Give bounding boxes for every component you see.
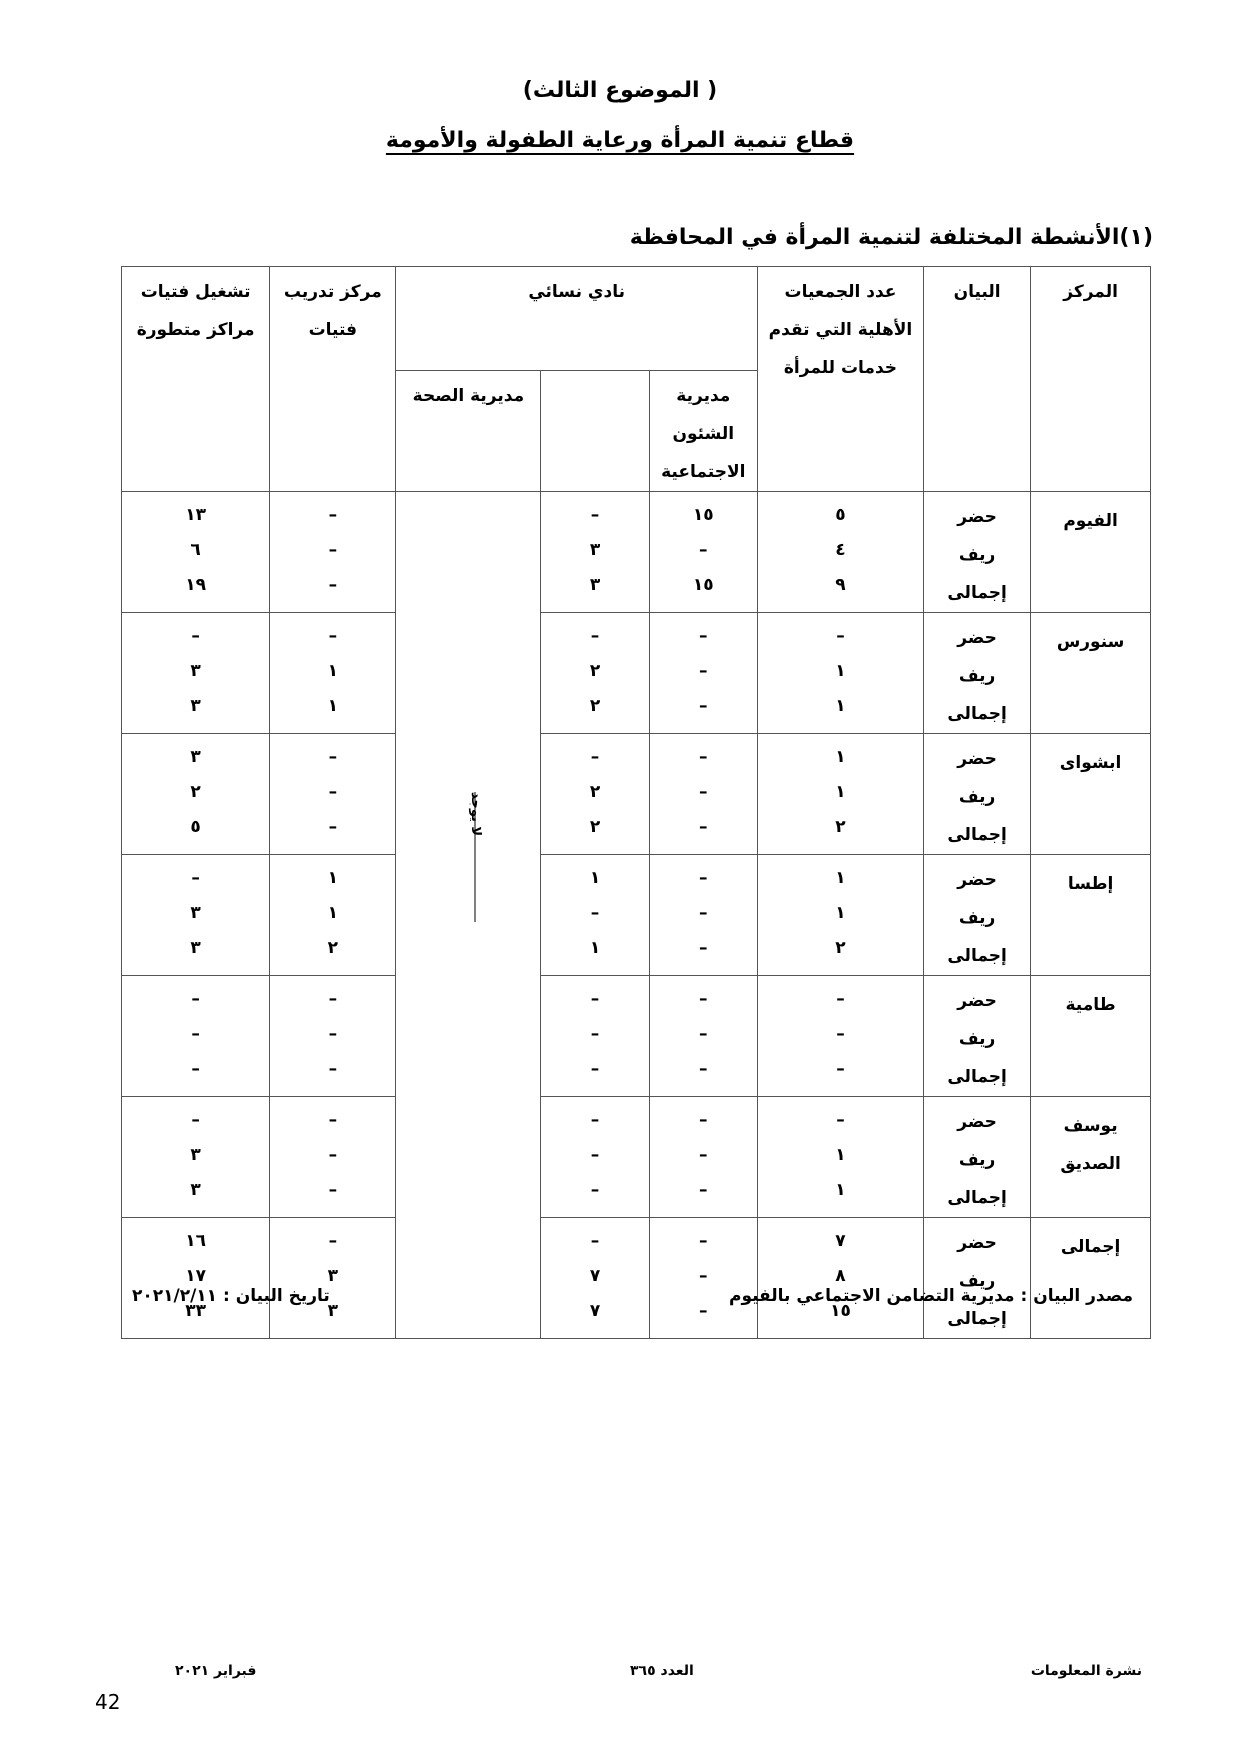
value: ٢ bbox=[589, 661, 601, 681]
value: ريف bbox=[958, 666, 996, 686]
row-kind-cell bbox=[923, 492, 1030, 613]
health-cell bbox=[396, 492, 541, 1339]
associations-cell bbox=[757, 1218, 923, 1339]
value: ٢ bbox=[589, 782, 601, 802]
value: ٥ bbox=[190, 817, 201, 837]
footer-date: فبراير ٢٠٢١ bbox=[175, 1663, 257, 1679]
value: حضر bbox=[957, 507, 997, 527]
value: – bbox=[699, 1145, 708, 1165]
associations-cell-values bbox=[758, 1218, 923, 1329]
social-affairs-cell-values bbox=[650, 492, 757, 603]
value: – bbox=[699, 626, 708, 646]
center-name: ابشواى bbox=[1059, 753, 1122, 773]
value: ٣ bbox=[589, 540, 601, 560]
value: ١ bbox=[835, 782, 846, 802]
associations-cell bbox=[757, 613, 923, 734]
topic-heading: ( الموضوع الثالث) bbox=[522, 78, 718, 103]
value: – bbox=[699, 817, 708, 837]
value: ٣٣ bbox=[185, 1301, 206, 1321]
value: – bbox=[590, 747, 600, 767]
value: ٤ bbox=[835, 540, 846, 560]
value: ١ bbox=[835, 903, 846, 923]
value: – bbox=[590, 989, 600, 1009]
advanced-centers-cell-values bbox=[122, 1218, 269, 1329]
center-name: يوسف bbox=[1063, 1116, 1118, 1136]
social-affairs-cell-values bbox=[650, 613, 757, 724]
table-title: (١)الأنشطة المختلفة لتنمية المرأة في المحافظة bbox=[629, 225, 1153, 250]
girls-training-cell bbox=[270, 613, 396, 734]
value: ٢ bbox=[835, 817, 846, 837]
value: – bbox=[328, 1110, 338, 1130]
value: – bbox=[590, 1145, 600, 1165]
row-kind-cell bbox=[923, 1097, 1030, 1218]
social-affairs-cell bbox=[649, 492, 757, 613]
value: ٣ bbox=[327, 1266, 338, 1286]
value: ريف bbox=[958, 1150, 996, 1170]
center-name: طامية bbox=[1065, 995, 1116, 1015]
sector-heading-text: قطاع تنمية المرأة ورعاية الطفولة والأمومة bbox=[385, 128, 855, 153]
value: ٢ bbox=[589, 817, 601, 837]
value: ٨ bbox=[835, 1266, 846, 1286]
womens-club-other-cell-values bbox=[541, 855, 648, 966]
value: ريف bbox=[958, 1271, 996, 1291]
value: – bbox=[699, 747, 708, 767]
associations-cell-values bbox=[758, 492, 923, 603]
womens-club-other-cell bbox=[541, 1097, 649, 1218]
value: – bbox=[328, 540, 338, 560]
associations-cell-values bbox=[758, 734, 923, 845]
social-affairs-cell-values bbox=[650, 734, 757, 845]
value: – bbox=[328, 1145, 338, 1165]
center-name-line2: الصديق bbox=[1060, 1154, 1121, 1174]
header-social-affairs-line1: مديرية الشئون bbox=[672, 386, 735, 444]
header-social-affairs bbox=[649, 371, 757, 492]
value: – bbox=[328, 1180, 338, 1200]
center-name-cell bbox=[1031, 855, 1151, 976]
girls-training-cell-values bbox=[270, 976, 395, 1087]
associations-cell-values bbox=[758, 976, 923, 1087]
social-affairs-cell bbox=[649, 734, 757, 855]
womens-club-other-cell bbox=[541, 613, 649, 734]
value: – bbox=[699, 1110, 708, 1130]
row-kind-cell bbox=[923, 734, 1030, 855]
associations-cell bbox=[757, 734, 923, 855]
value: ٩ bbox=[835, 575, 846, 595]
value: ٣ bbox=[190, 1145, 201, 1165]
advanced-centers-cell bbox=[122, 613, 270, 734]
row-kind-cell bbox=[923, 1218, 1030, 1339]
value: ١ bbox=[835, 868, 846, 888]
value: ٥ bbox=[835, 505, 846, 525]
social-affairs-cell bbox=[649, 1218, 757, 1339]
value: ٧ bbox=[589, 1266, 601, 1286]
value: – bbox=[699, 1266, 708, 1286]
value: ١٦ bbox=[185, 1231, 206, 1251]
value: – bbox=[590, 903, 600, 923]
value: – bbox=[328, 782, 338, 802]
table-row bbox=[122, 976, 1151, 1097]
social-affairs-cell bbox=[649, 855, 757, 976]
header-girls-training bbox=[270, 267, 396, 492]
value: حضر bbox=[957, 1233, 997, 1253]
value: – bbox=[328, 626, 338, 646]
advanced-centers-cell-values bbox=[122, 1097, 269, 1208]
girls-training-cell-values bbox=[270, 492, 395, 603]
source-note: مصدر البيان : مديرية التضامن الاجتماعي بالفيوم bbox=[729, 1286, 1133, 1306]
header-girls-training-line2: فتيات bbox=[308, 320, 358, 340]
value: ٣ bbox=[190, 903, 201, 923]
value: ١ bbox=[327, 903, 338, 923]
social-affairs-cell bbox=[649, 976, 757, 1097]
value: ريف bbox=[958, 908, 996, 928]
header-statement: البيان bbox=[923, 267, 1030, 492]
row-kind-cell bbox=[923, 613, 1030, 734]
value: ١ bbox=[327, 661, 338, 681]
value: ١ bbox=[589, 868, 601, 888]
header-health: مديرية الصحة bbox=[396, 371, 541, 492]
girls-training-cell bbox=[270, 734, 396, 855]
value: ريف bbox=[958, 545, 996, 565]
social-affairs-cell bbox=[649, 613, 757, 734]
value: – bbox=[699, 938, 708, 958]
associations-cell-values bbox=[758, 613, 923, 724]
value: – bbox=[590, 1110, 600, 1130]
social-affairs-cell-values bbox=[650, 1218, 757, 1329]
value: – bbox=[328, 989, 338, 1009]
value: حضر bbox=[957, 628, 997, 648]
table-row bbox=[122, 1218, 1151, 1339]
header-womens-club-blank bbox=[541, 371, 649, 492]
girls-training-cell bbox=[270, 976, 396, 1097]
value: ٢ bbox=[190, 782, 201, 802]
center-name: الفيوم bbox=[1063, 511, 1118, 531]
value: – bbox=[836, 989, 845, 1009]
womens-club-other-cell-values bbox=[541, 1097, 648, 1208]
row-kind-cell-values bbox=[924, 855, 1030, 975]
value: – bbox=[699, 782, 708, 802]
value: ٢ bbox=[327, 938, 338, 958]
activities-table bbox=[121, 266, 1151, 1339]
center-name-cell bbox=[1031, 492, 1151, 613]
value: ١ bbox=[835, 1180, 846, 1200]
value: ٢ bbox=[589, 696, 601, 716]
value: ١ bbox=[327, 696, 338, 716]
value: ١ bbox=[835, 1145, 846, 1165]
value: ٣ bbox=[190, 1180, 201, 1200]
value: ٢ bbox=[835, 938, 846, 958]
value: ١٩ bbox=[185, 575, 206, 595]
associations-cell bbox=[757, 492, 923, 613]
value: ٧ bbox=[835, 1231, 846, 1251]
value: – bbox=[590, 1059, 600, 1079]
womens-club-other-cell-values bbox=[541, 492, 648, 603]
value: ٣ bbox=[190, 661, 201, 681]
value: – bbox=[328, 817, 338, 837]
value: ١ bbox=[835, 696, 846, 716]
value: ٦ bbox=[190, 540, 201, 560]
value: – bbox=[328, 1231, 338, 1251]
header-womens-club: نادي نسائي bbox=[396, 267, 758, 371]
value: – bbox=[191, 989, 200, 1009]
girls-training-cell-values bbox=[270, 734, 395, 845]
womens-club-other-cell bbox=[541, 734, 649, 855]
header-associations-line3: خدمات للمرأة bbox=[783, 358, 898, 378]
footer-bulletin-name: نشرة المعلومات bbox=[1030, 1663, 1142, 1679]
header-girls-training-line1: مركز تدريب bbox=[283, 282, 382, 302]
table-row bbox=[122, 855, 1151, 976]
value: – bbox=[699, 696, 708, 716]
advanced-centers-cell bbox=[122, 1097, 270, 1218]
social-affairs-cell bbox=[649, 1097, 757, 1218]
row-kind-cell-values bbox=[924, 976, 1030, 1096]
associations-cell-values bbox=[758, 855, 923, 966]
center-name-cell bbox=[1031, 976, 1151, 1097]
page-number: 42 bbox=[95, 1690, 121, 1714]
value: – bbox=[191, 626, 200, 646]
advanced-centers-cell-values bbox=[122, 855, 269, 966]
womens-club-other-cell-values bbox=[541, 734, 648, 845]
value: – bbox=[590, 1180, 600, 1200]
girls-training-cell bbox=[270, 1218, 396, 1339]
center-name: إجمالى bbox=[1060, 1237, 1121, 1257]
center-name-cell bbox=[1031, 734, 1151, 855]
value: – bbox=[699, 1231, 708, 1251]
value: ٣ bbox=[589, 575, 601, 595]
row-kind-cell bbox=[923, 855, 1030, 976]
associations-cell bbox=[757, 976, 923, 1097]
center-name-cell bbox=[1031, 1097, 1151, 1218]
value: – bbox=[836, 1024, 845, 1044]
womens-club-other-cell-values bbox=[541, 976, 648, 1087]
value: – bbox=[699, 903, 708, 923]
value: إجمالى bbox=[947, 1188, 1007, 1208]
girls-training-cell bbox=[270, 855, 396, 976]
value: ١ bbox=[835, 661, 846, 681]
header-associations-line1: عدد الجمعيات bbox=[784, 282, 897, 302]
value: – bbox=[699, 1301, 708, 1321]
girls-training-cell-values bbox=[270, 613, 395, 724]
womens-club-other-cell bbox=[541, 855, 649, 976]
row-kind-cell-values bbox=[924, 734, 1030, 854]
value: ١٥ bbox=[830, 1301, 851, 1321]
row-kind-cell-values bbox=[924, 1218, 1030, 1338]
advanced-centers-cell-values bbox=[122, 613, 269, 724]
header-associations bbox=[757, 267, 923, 492]
row-kind-cell-values bbox=[924, 613, 1030, 733]
value: – bbox=[191, 1110, 200, 1130]
value: إجمالى bbox=[947, 704, 1007, 724]
value: ١٧ bbox=[185, 1266, 206, 1286]
center-name: سنورس bbox=[1056, 632, 1125, 652]
data-date-note: تاريخ البيان : ٢٠٢١/٢/١١ bbox=[132, 1286, 330, 1306]
table-row bbox=[122, 492, 1151, 613]
associations-cell-values bbox=[758, 1097, 923, 1208]
value: ٣ bbox=[190, 747, 201, 767]
value: إجمالى bbox=[947, 1309, 1007, 1329]
value: حضر bbox=[957, 870, 997, 890]
value: ٧ bbox=[589, 1301, 601, 1321]
value: حضر bbox=[957, 1112, 997, 1132]
value: – bbox=[699, 868, 708, 888]
girls-training-cell-values bbox=[270, 1097, 395, 1208]
header-associations-line2: الأهلية التي تقدم bbox=[768, 320, 913, 340]
value: ١ bbox=[327, 868, 338, 888]
center-name-cell bbox=[1031, 1218, 1151, 1339]
social-affairs-cell-values bbox=[650, 1097, 757, 1208]
header-center: المركز bbox=[1031, 267, 1151, 492]
value: – bbox=[328, 1024, 338, 1044]
value: – bbox=[699, 1180, 708, 1200]
row-kind-cell-values bbox=[924, 1097, 1030, 1217]
value: – bbox=[699, 661, 708, 681]
associations-cell bbox=[757, 855, 923, 976]
womens-club-other-cell bbox=[541, 492, 649, 613]
value: ١٥ bbox=[692, 575, 714, 595]
footer-issue-number: العدد ٣٦٥ bbox=[630, 1663, 694, 1679]
advanced-centers-cell bbox=[122, 976, 270, 1097]
value: – bbox=[699, 540, 708, 560]
value: – bbox=[836, 1110, 845, 1130]
header-advanced-centers-line1: تشغيل فتيات bbox=[140, 282, 251, 302]
advanced-centers-cell bbox=[122, 492, 270, 613]
value: إجمالى bbox=[947, 946, 1007, 966]
advanced-centers-cell-values bbox=[122, 492, 269, 603]
value: – bbox=[836, 1059, 845, 1079]
girls-training-cell bbox=[270, 492, 396, 613]
value: ١ bbox=[589, 938, 601, 958]
header-advanced-centers bbox=[122, 267, 270, 492]
value: ريف bbox=[958, 1029, 996, 1049]
advanced-centers-cell-values bbox=[122, 976, 269, 1087]
value: – bbox=[191, 1059, 200, 1079]
header-advanced-centers-line2: مراكز متطورة bbox=[136, 320, 255, 340]
advanced-centers-cell bbox=[122, 855, 270, 976]
value: ١٥ bbox=[692, 505, 714, 525]
advanced-centers-cell-values bbox=[122, 734, 269, 845]
sector-heading bbox=[0, 128, 1240, 153]
table-row bbox=[122, 613, 1151, 734]
girls-training-cell-values bbox=[270, 855, 395, 966]
row-kind-cell-values bbox=[924, 492, 1030, 612]
value: – bbox=[328, 747, 338, 767]
womens-club-other-cell-values bbox=[541, 613, 648, 724]
value: ٣ bbox=[190, 938, 201, 958]
social-affairs-cell-values bbox=[650, 855, 757, 966]
value: ٣ bbox=[327, 1301, 338, 1321]
advanced-centers-cell bbox=[122, 734, 270, 855]
value: ريف bbox=[958, 787, 996, 807]
health-note-text: لا يوجد bbox=[467, 792, 483, 837]
value: حضر bbox=[957, 991, 997, 1011]
row-kind-cell bbox=[923, 976, 1030, 1097]
header-social-affairs-line2: الاجتماعية bbox=[661, 462, 746, 482]
advanced-centers-cell bbox=[122, 1218, 270, 1339]
value: – bbox=[191, 1024, 200, 1044]
value: – bbox=[590, 505, 600, 525]
table-body bbox=[122, 267, 1151, 1339]
value: – bbox=[836, 626, 845, 646]
center-name: إطسا bbox=[1067, 874, 1114, 894]
value: حضر bbox=[957, 749, 997, 769]
value: ١٣ bbox=[185, 505, 206, 525]
value: إجمالى bbox=[947, 1067, 1007, 1087]
value: – bbox=[590, 1231, 600, 1251]
womens-club-other-cell bbox=[541, 976, 649, 1097]
value: ٣ bbox=[190, 696, 201, 716]
girls-training-cell bbox=[270, 1097, 396, 1218]
value: – bbox=[699, 1024, 708, 1044]
health-note-bracket bbox=[461, 792, 483, 922]
associations-cell bbox=[757, 1097, 923, 1218]
womens-club-other-cell-values bbox=[541, 1218, 648, 1329]
value: – bbox=[191, 868, 200, 888]
value: – bbox=[328, 1059, 338, 1079]
value: ١ bbox=[835, 747, 846, 767]
value: – bbox=[590, 1024, 600, 1044]
value: – bbox=[328, 575, 338, 595]
value: – bbox=[699, 989, 708, 1009]
value: – bbox=[590, 626, 600, 646]
center-name-cell bbox=[1031, 613, 1151, 734]
table-row bbox=[122, 1097, 1151, 1218]
value: – bbox=[328, 505, 338, 525]
social-affairs-cell-values bbox=[650, 976, 757, 1087]
girls-training-cell-values bbox=[270, 1218, 395, 1329]
value: إجمالى bbox=[947, 825, 1007, 845]
value: إجمالى bbox=[947, 583, 1007, 603]
womens-club-other-cell bbox=[541, 1218, 649, 1339]
table-row bbox=[122, 734, 1151, 855]
value: – bbox=[699, 1059, 708, 1079]
